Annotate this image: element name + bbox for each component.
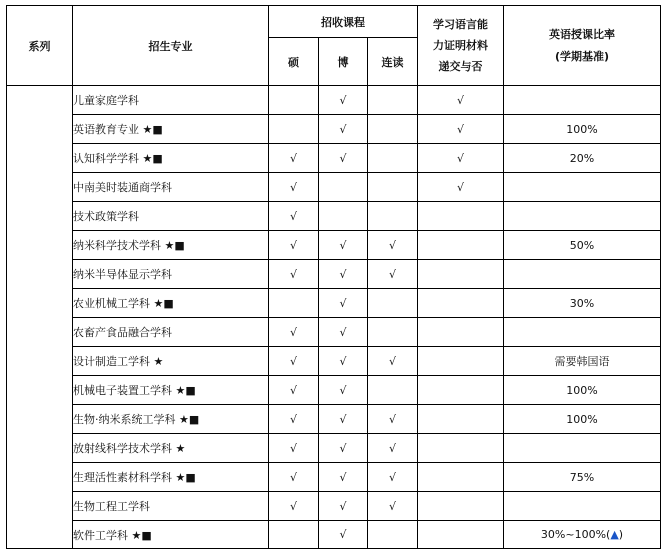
- english-ratio-cell: [504, 202, 661, 231]
- master-cell: √: [269, 202, 319, 231]
- table-row: [7, 434, 661, 463]
- master-cell: √: [269, 318, 319, 347]
- doctor-cell: √: [319, 521, 368, 549]
- combined-cell: [368, 115, 418, 144]
- header-language-proof: [418, 6, 504, 86]
- english-ratio-cell: [504, 434, 661, 463]
- header-english-ratio-line2: (学期基准): [554, 49, 610, 63]
- major-cell: 农畜产食品融合学科: [73, 318, 269, 347]
- table-row: [7, 202, 661, 231]
- english-ratio-cell: [504, 521, 661, 549]
- english-ratio-cell: 需要韩国语: [504, 347, 661, 376]
- master-cell: √: [269, 434, 319, 463]
- english-ratio-cell: [504, 173, 661, 202]
- table-row: [7, 376, 661, 405]
- master-cell: √: [269, 173, 319, 202]
- english-ratio-suffix: ): [618, 528, 624, 541]
- combined-cell: √: [368, 492, 418, 521]
- header-language-proof-line3: 递交与否: [438, 60, 483, 73]
- master-cell: √: [269, 376, 319, 405]
- language-proof-cell: [418, 202, 504, 231]
- master-cell: √: [269, 463, 319, 492]
- language-proof-cell: [418, 434, 504, 463]
- doctor-cell: √: [319, 318, 368, 347]
- doctor-cell: √: [319, 289, 368, 318]
- table-row: [7, 260, 661, 289]
- language-proof-cell: √: [418, 173, 504, 202]
- major-cell: 放射线科学技术学科 ★: [73, 434, 269, 463]
- english-ratio-cell: [504, 318, 661, 347]
- english-ratio-cell: 100%: [504, 405, 661, 434]
- language-proof-cell: √: [418, 115, 504, 144]
- combined-cell: [368, 521, 418, 549]
- language-proof-cell: [418, 521, 504, 549]
- language-proof-cell: [418, 231, 504, 260]
- major-cell: 设计制造工学科 ★: [73, 347, 269, 376]
- major-cell: 生物·纳米系统工学科 ★■: [73, 405, 269, 434]
- major-cell: 软件工学科 ★■: [73, 521, 269, 549]
- major-cell: 机械电子装置工学科 ★■: [73, 376, 269, 405]
- table-row: [7, 289, 661, 318]
- doctor-cell: [319, 202, 368, 231]
- table-row: [7, 492, 661, 521]
- major-cell: 中南美时装通商学科: [73, 173, 269, 202]
- combined-cell: [368, 376, 418, 405]
- english-ratio-cell: [504, 260, 661, 289]
- combined-cell: [368, 289, 418, 318]
- master-cell: [269, 86, 319, 115]
- major-cell: 认知科学学科 ★■: [73, 144, 269, 173]
- program-table: [6, 5, 661, 549]
- english-ratio-value: 30%~100%(: [540, 528, 611, 541]
- english-ratio-cell: 100%: [504, 376, 661, 405]
- header-master: 硕: [269, 38, 319, 86]
- doctor-cell: √: [319, 347, 368, 376]
- language-proof-cell: √: [418, 144, 504, 173]
- combined-cell: [368, 173, 418, 202]
- language-proof-cell: [418, 289, 504, 318]
- major-cell: 纳米半导体显示学科: [73, 260, 269, 289]
- combined-cell: [368, 202, 418, 231]
- table-row: [7, 173, 661, 202]
- table-row: [7, 347, 661, 376]
- language-proof-cell: [418, 376, 504, 405]
- combined-cell: √: [368, 260, 418, 289]
- language-proof-cell: [418, 260, 504, 289]
- up-triangle-icon: ▲: [610, 528, 619, 541]
- header-language-proof-line1: 学习语言能: [433, 18, 488, 31]
- doctor-cell: √: [319, 434, 368, 463]
- master-cell: √: [269, 144, 319, 173]
- language-proof-cell: [418, 347, 504, 376]
- master-cell: √: [269, 405, 319, 434]
- doctor-cell: √: [319, 86, 368, 115]
- table-row: [7, 405, 661, 434]
- language-proof-cell: [418, 318, 504, 347]
- master-cell: √: [269, 492, 319, 521]
- table-row: [7, 144, 661, 173]
- major-cell: 纳米科学技术学科 ★■: [73, 231, 269, 260]
- major-cell: 英语教育专业 ★■: [73, 115, 269, 144]
- header-english-ratio: [504, 6, 661, 86]
- header-programs: 招收课程: [269, 6, 418, 38]
- header-department: 系列: [7, 6, 73, 86]
- language-proof-cell: √: [418, 86, 504, 115]
- table-row: [7, 521, 661, 549]
- master-cell: √: [269, 231, 319, 260]
- header-doctor: 博: [319, 38, 368, 86]
- doctor-cell: √: [319, 260, 368, 289]
- table-row: [7, 463, 661, 492]
- table-row: [7, 86, 661, 115]
- combined-cell: √: [368, 231, 418, 260]
- english-ratio-cell: [504, 86, 661, 115]
- doctor-cell: √: [319, 492, 368, 521]
- header-combined: 连读: [368, 38, 418, 86]
- header-language-proof-line2: 力证明材料: [433, 39, 488, 52]
- combined-cell: [368, 86, 418, 115]
- master-cell: √: [269, 260, 319, 289]
- doctor-cell: √: [319, 376, 368, 405]
- master-cell: [269, 115, 319, 144]
- doctor-cell: √: [319, 405, 368, 434]
- combined-cell: √: [368, 434, 418, 463]
- language-proof-cell: [418, 463, 504, 492]
- table-row: [7, 115, 661, 144]
- header-english-ratio-line1: 英语授课比率: [549, 27, 615, 41]
- doctor-cell: √: [319, 115, 368, 144]
- major-cell: 生物工程工学科: [73, 492, 269, 521]
- english-ratio-cell: [504, 492, 661, 521]
- major-cell: 儿童家庭学科: [73, 86, 269, 115]
- table-row: [7, 231, 661, 260]
- language-proof-cell: [418, 492, 504, 521]
- english-ratio-cell: 20%: [504, 144, 661, 173]
- table-body: [7, 86, 661, 549]
- doctor-cell: [319, 173, 368, 202]
- language-proof-cell: [418, 405, 504, 434]
- header-major: 招生专业: [73, 6, 269, 86]
- major-cell: 农业机械工学科 ★■: [73, 289, 269, 318]
- doctor-cell: √: [319, 463, 368, 492]
- master-cell: √: [269, 347, 319, 376]
- doctor-cell: √: [319, 231, 368, 260]
- department-cell: [7, 86, 73, 549]
- english-ratio-cell: 100%: [504, 115, 661, 144]
- combined-cell: [368, 144, 418, 173]
- combined-cell: √: [368, 463, 418, 492]
- doctor-cell: √: [319, 144, 368, 173]
- major-cell: 生理活性素材科学科 ★■: [73, 463, 269, 492]
- combined-cell: √: [368, 347, 418, 376]
- english-ratio-cell: 50%: [504, 231, 661, 260]
- english-ratio-cell: 75%: [504, 463, 661, 492]
- master-cell: [269, 521, 319, 549]
- table-row: [7, 318, 661, 347]
- major-cell: 技术政策学科: [73, 202, 269, 231]
- combined-cell: √: [368, 405, 418, 434]
- combined-cell: [368, 318, 418, 347]
- master-cell: [269, 289, 319, 318]
- english-ratio-cell: 30%: [504, 289, 661, 318]
